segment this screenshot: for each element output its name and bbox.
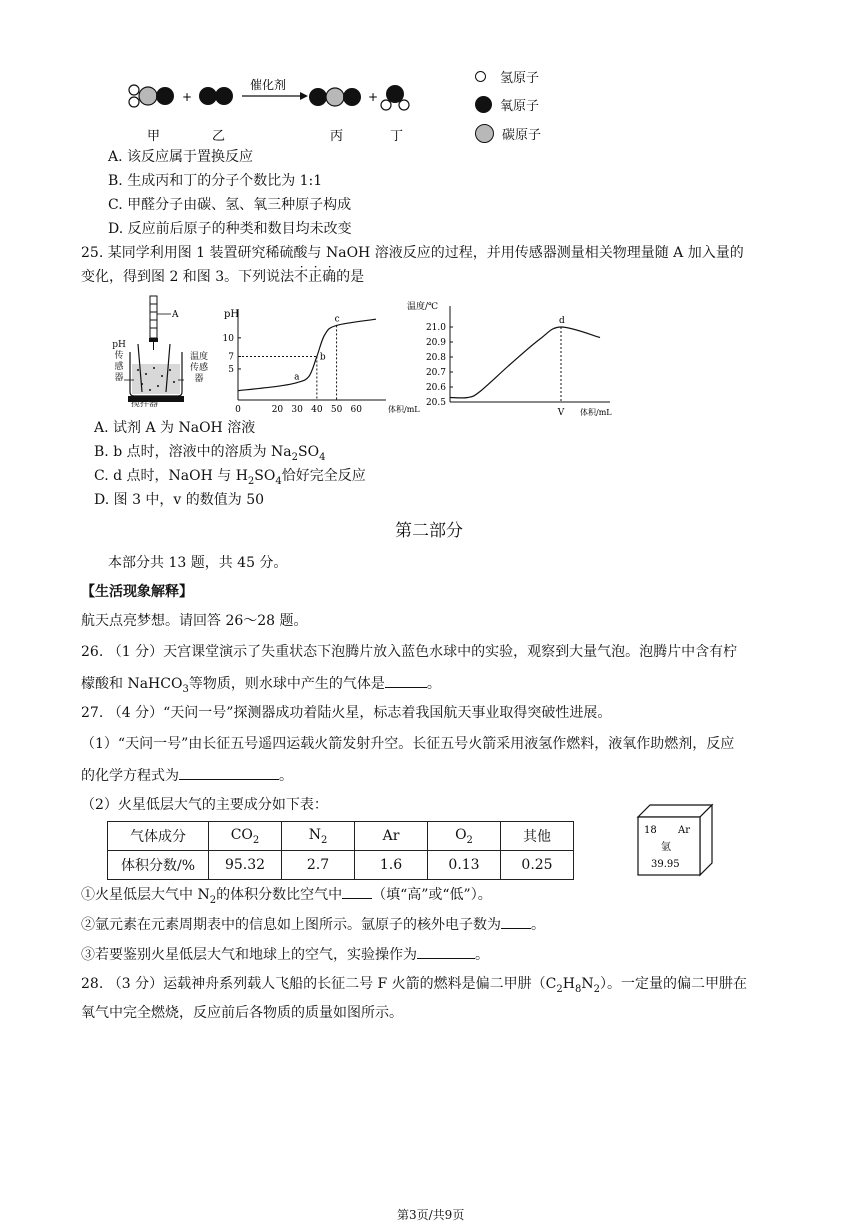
label-jia: 甲 (147, 129, 161, 144)
q24-option-a: A. 该反应属于置换反应 (108, 149, 254, 165)
table-cell-gas: 其他 (501, 822, 574, 851)
q27-sub3-blank[interactable] (417, 944, 475, 959)
q24-option-b: B. 生成丙和丁的分子个数比为 1:1 (108, 173, 323, 189)
emphasis-bu: 不 (294, 269, 309, 285)
ph-chart (216, 305, 420, 415)
legend-oxygen (475, 90, 585, 119)
q27-part2-intro: （2）火星低层大气的主要成分如下表： (81, 797, 328, 813)
legend-hydrogen-label: 氢原子 (500, 70, 540, 86)
mars-atmosphere-table (107, 821, 574, 880)
element-symbol: Ar (678, 825, 691, 836)
y-tick-label: 20.9 (425, 338, 446, 348)
oxygen-atom-icon (475, 96, 492, 113)
table-cell-value: 0.25 (501, 851, 574, 880)
table-cell-value: 95.32 (209, 851, 282, 880)
y-tick-label: 20.6 (425, 383, 446, 393)
y-axis-label: pH (224, 309, 240, 320)
x-tick-label: 60 (350, 405, 363, 415)
y-tick-label: 20.8 (425, 353, 446, 363)
q25-stem-line2: 变化，得到图 2 和图 3。下列说法不正确的是 (81, 269, 365, 285)
q25-stem-line1: 25. 某同学利用图 1 装置研究稀硫酸与 NaOH 溶液反应的过程，并用传感器测量相关物理量随 A 加入量的 (81, 245, 744, 261)
table-cell-value: 1.6 (355, 851, 428, 880)
page-footer: 第3页/共9页 (397, 1208, 465, 1222)
x-tick-label: 30 (291, 405, 303, 415)
q25-option-d: D. 图 3 中，v 的数值为 50 (94, 492, 265, 508)
q27-part1-line2: 的化学方程式为 。 (81, 765, 293, 786)
theme-line: 航天点亮梦想。请回答 26～28 题。 (81, 613, 308, 629)
element-mass: 39.95 (651, 859, 680, 870)
x-tick-label: 20 (271, 405, 284, 415)
x-tick-label: 40 (311, 405, 323, 415)
temperature-chart (405, 298, 620, 416)
legend-carbon (475, 119, 585, 148)
table-cell-value: 0.13 (428, 851, 501, 880)
plus-sign-1: + (182, 90, 193, 104)
x-axis-label: 体积/mL (388, 405, 420, 414)
label-reagent-a: A (172, 310, 179, 320)
q26-line2: 檬酸和 NaHCO$_3$等物质，则水球中产生的气体是 。 (81, 673, 441, 700)
q27-part1-line1: （1）“天问一号”由长征五号遥四运载火箭发射升空。长征五号火箭采用液氢作燃料，液氧作助燃剂，反应 (81, 736, 735, 752)
reaction-diagram (120, 70, 420, 145)
y-tick-label: 7 (228, 352, 234, 363)
ph-series-line (238, 319, 376, 390)
carbon-atom-icon (475, 124, 494, 143)
table-cell-gas: $N_2$ (282, 822, 355, 851)
table-cell-value: 2.7 (282, 851, 355, 880)
q24-option-c: C. 甲醛分子由碳、氢、氧三种原子构成 (108, 197, 352, 213)
table-row (108, 851, 574, 880)
label-temp-sensor: 温度 传感 器 (189, 352, 208, 384)
q27-sub2-blank[interactable] (501, 914, 531, 929)
x-tick-label: 50 (330, 405, 343, 415)
molecule-bing (309, 88, 361, 106)
label-yi: 乙 (212, 129, 226, 144)
q27-sub1-blank[interactable] (342, 884, 372, 899)
q28-line2: 氧气中完全燃烧，反应前后各物质的质量如图所示。 (81, 1005, 403, 1021)
point-label-d: d (559, 316, 565, 326)
element-number: 18 (644, 825, 657, 836)
label-ph-sensor: pH 传 感 器 (112, 340, 126, 383)
plus-sign-2: + (368, 90, 379, 104)
q25-option-a: A. 试剂 A 为 NaOH 溶液 (94, 420, 256, 436)
x-tick-label: 0 (235, 405, 241, 415)
y-axis-label: 温度/℃ (407, 302, 439, 312)
q26-answer-blank[interactable] (385, 673, 427, 688)
section-heading: 【生活现象解释】 (81, 584, 193, 600)
label-ding: 丁 (390, 129, 404, 144)
emphasis-que: 确 (322, 269, 337, 285)
point-label-b: b (319, 352, 326, 363)
q27-sub3: ③若要鉴别火星低层大气和地球上的空气，实验操作为 。 (81, 944, 489, 965)
molecule-yi (199, 87, 233, 105)
q24-option-d: D. 反应前后原子的种类和数目均未改变 (108, 221, 352, 237)
x-tick-label-v: V (557, 408, 565, 418)
x-axis-label: 体积/mL (580, 408, 612, 417)
q27-sub2: ②氩元素在元素周期表中的信息如上图所示。氩原子的核外电子数为 。 (81, 914, 545, 935)
table-cell-gas: $CO_2$ (209, 822, 282, 851)
element-name: 氩 (661, 842, 671, 853)
label-bing: 丙 (330, 129, 344, 144)
y-tick-label: 20.7 (425, 368, 446, 378)
legend-carbon-label: 碳原子 (502, 128, 542, 143)
y-tick-label: 10 (222, 333, 234, 344)
table-row (108, 822, 574, 851)
temperature-series-line (450, 327, 600, 398)
label-stirrer: 搅拌器 (131, 399, 159, 409)
point-label-a: a (294, 372, 300, 383)
hydrogen-atom-icon (475, 71, 486, 82)
part2-title: 第二部分 (395, 521, 463, 541)
part2-intro: 本部分共 13 题，共 45 分。 (108, 555, 288, 571)
periodic-element-box (636, 803, 716, 878)
y-tick-label: 5 (228, 364, 234, 375)
y-tick-label: 20.5 (425, 398, 446, 408)
molecule-jia (129, 85, 174, 107)
q27-sub1: ①火星低层大气中 $N_2$的体积分数比空气中 （填“高”或“低”）。 (81, 884, 492, 911)
y-tick-label: 21.0 (425, 323, 446, 333)
q26-line1: 26. （1 分）天宫课堂演示了失重状态下泡腾片放入蓝色水球中的实验，观察到大量气泡。泡腾片中含有柠 (81, 644, 738, 660)
q27-equation-blank[interactable] (179, 765, 279, 780)
q25-option-c: C. d 点时，NaOH 与 $H_2SO_4$恰好完全反应 (94, 468, 366, 487)
q28-line1: 28. （3 分）运载神舟系列载人飞船的长征二号 F 火箭的燃料是偏二甲肼$(C_2H_8N_2)$。一定量的偏二甲肼在 (81, 976, 747, 995)
molecule-ding (381, 85, 409, 110)
table-cell-gas: Ar (355, 822, 428, 851)
emphasis-zheng: 正 (308, 269, 323, 285)
q27-line1: 27. （4 分）“天问一号”探测器成功着陆火星，标志着我国航天事业取得突破性进展。 (81, 705, 612, 721)
q25-option-b: B. b 点时，溶液中的溶质为 $Na_2SO_4$ (94, 444, 326, 463)
table-header-fraction: 体积分数/% (108, 851, 209, 880)
legend-oxygen-label: 氧原子 (500, 99, 540, 114)
point-label-c: c (334, 314, 340, 325)
table-cell-gas: $O_2$ (428, 822, 501, 851)
atom-legend (475, 62, 585, 148)
catalyst-label: 催化剂 (250, 78, 287, 92)
legend-hydrogen (475, 62, 585, 90)
table-header-gas: 气体成分 (108, 822, 209, 851)
